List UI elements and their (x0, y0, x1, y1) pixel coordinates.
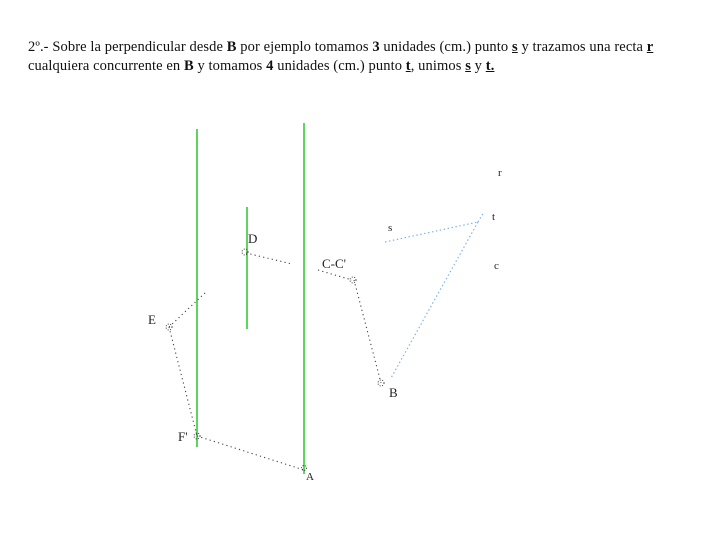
label-E: E (148, 312, 156, 327)
text-span: y trazamos una recta (517, 39, 647, 55)
units-3: 3 (372, 39, 380, 55)
point-markers (166, 249, 384, 471)
segment-E-up (169, 292, 206, 327)
label-C-C: C-C' (322, 256, 347, 271)
label-B: B (389, 385, 398, 400)
label-r: r (498, 167, 502, 179)
segment-D-C (246, 253, 292, 264)
construction-lines (385, 212, 484, 378)
line-r-ref: r (646, 39, 654, 55)
text-span: , unimos (410, 58, 466, 74)
label-c: c (494, 260, 499, 272)
line-r-through-B (391, 222, 478, 378)
line-r-extension (478, 212, 484, 222)
segment-C-B (354, 280, 381, 383)
text-span: y tomamos (193, 58, 267, 74)
text-span: y (470, 58, 486, 74)
point-B-ref: B (183, 58, 194, 74)
point-s-ref: s (511, 39, 518, 55)
line-s-t (385, 222, 478, 242)
marker-C (350, 277, 356, 283)
text-span: por ejemplo tomamos (236, 39, 373, 55)
segment-E-F (169, 327, 197, 436)
point-B-ref: B (226, 39, 237, 55)
units-4: 4 (266, 58, 274, 74)
text-span: cualquiera concurrente en (28, 58, 184, 74)
segment-F-A (197, 436, 304, 470)
label-D: D (248, 231, 258, 246)
dotted-polygon (169, 253, 381, 470)
label-s: s (388, 222, 393, 234)
label-A: A (306, 471, 314, 483)
point-t-ref: t (405, 58, 411, 74)
text-span: unidades (cm.) punto (273, 58, 406, 74)
text-span: unidades (cm.) punto (379, 39, 512, 55)
label-F: F' (178, 429, 188, 444)
point-t-ref: t. (485, 58, 495, 74)
segment-C (318, 270, 352, 280)
point-s-ref: s (465, 58, 471, 74)
text-span: 2º.- Sobre la perpendicular desde (28, 39, 227, 55)
label-t: t (492, 211, 496, 223)
